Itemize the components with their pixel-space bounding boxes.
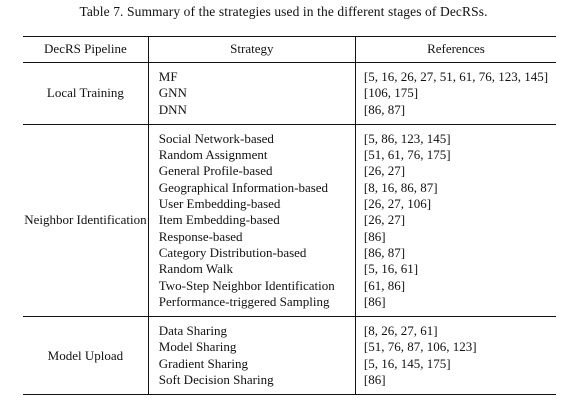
reference-item: [51, 76, 87, 106, 123] bbox=[363, 339, 477, 355]
strategy-item: Random Assignment bbox=[158, 147, 268, 163]
stage-label: Local Training bbox=[46, 85, 124, 101]
reference-item: [5, 16, 145, 175] bbox=[363, 355, 451, 371]
strategy-item: Soft Decision Sharing bbox=[158, 372, 274, 388]
strategy-item: GNN bbox=[158, 85, 187, 101]
table-caption: Table 7. Summary of the strategies used in the different stages of DecRSs. bbox=[79, 4, 488, 19]
strategy-item: Item Embedding-based bbox=[158, 212, 280, 228]
reference-item: [86, 87] bbox=[363, 101, 406, 117]
reference-item: [5, 16, 26, 27, 51, 61, 76, 123, 145] bbox=[363, 69, 549, 84]
strategy-cell bbox=[148, 317, 355, 395]
strategy-item: Geographical Information-based bbox=[158, 179, 329, 195]
group-model-upload bbox=[23, 317, 556, 395]
strategy-item: Response-based bbox=[158, 228, 243, 244]
references-cell bbox=[355, 317, 556, 395]
reference-item: [51, 61, 76, 175] bbox=[363, 147, 451, 163]
strategy-item: Model Sharing bbox=[158, 339, 237, 355]
header-references: References bbox=[355, 37, 556, 63]
strategy-item: User Embedding-based bbox=[158, 196, 281, 212]
header-row bbox=[23, 37, 556, 63]
strategy-item: General Profile-based bbox=[158, 163, 273, 179]
strategy-table-container bbox=[23, 36, 556, 395]
reference-item: [86] bbox=[363, 228, 386, 244]
reference-item: [26, 27, 106] bbox=[363, 196, 432, 212]
strategy-cell bbox=[148, 124, 355, 316]
reference-item: [5, 16, 61] bbox=[363, 261, 419, 277]
reference-item: [86] bbox=[363, 293, 386, 309]
strategy-item: Social Network-based bbox=[158, 130, 274, 146]
strategy-table bbox=[23, 36, 556, 395]
table-body bbox=[23, 63, 556, 395]
strategy-item: MF bbox=[158, 69, 178, 84]
stage-label: Model Upload bbox=[47, 347, 124, 363]
reference-item: [5, 86, 123, 145] bbox=[363, 130, 451, 146]
header-strategy: Strategy bbox=[148, 37, 355, 63]
reference-item: [8, 26, 27, 61] bbox=[363, 323, 438, 339]
strategy-item: DNN bbox=[158, 101, 187, 117]
reference-item: [8, 16, 86, 87] bbox=[363, 179, 438, 195]
reference-item: [86] bbox=[363, 372, 386, 388]
references-cell bbox=[355, 124, 556, 316]
reference-item: [106, 175] bbox=[363, 85, 419, 101]
table-header bbox=[23, 37, 556, 63]
references-cell bbox=[355, 63, 556, 125]
strategy-item: Two-Step Neighbor Identification bbox=[158, 277, 335, 293]
header-pipeline: DecRS Pipeline bbox=[44, 41, 127, 57]
group-local-training bbox=[23, 63, 556, 125]
strategy-item: Performance-triggered Sampling bbox=[158, 293, 330, 309]
reference-item: [26, 27] bbox=[363, 163, 406, 179]
strategy-item: Random Walk bbox=[158, 261, 233, 277]
reference-item: [86, 87] bbox=[363, 244, 406, 260]
group-neighbor-identification bbox=[23, 124, 556, 316]
stage-label: Neighbor Identification bbox=[24, 212, 147, 228]
reference-item: [26, 27] bbox=[363, 212, 406, 228]
strategy-cell bbox=[148, 63, 355, 125]
strategy-item: Gradient Sharing bbox=[158, 355, 248, 371]
reference-item: [61, 86] bbox=[363, 277, 406, 293]
strategy-item: Category Distribution-based bbox=[158, 244, 307, 260]
strategy-item: Data Sharing bbox=[158, 323, 227, 339]
